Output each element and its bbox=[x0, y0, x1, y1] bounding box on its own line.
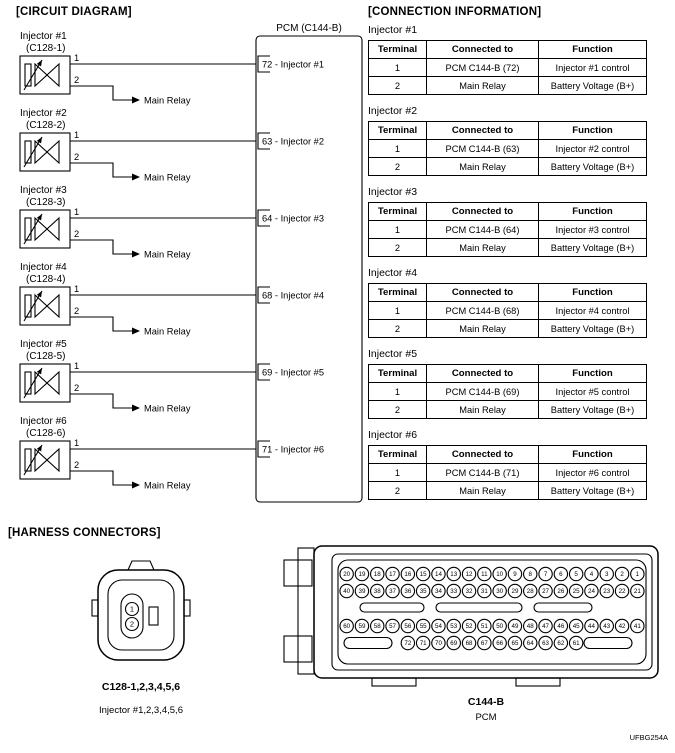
c144-pin-number: 69 bbox=[450, 640, 458, 648]
terminal-2-label: 2 bbox=[74, 75, 80, 85]
section-title: Injector #1 bbox=[368, 24, 418, 36]
wire-terminal-2 bbox=[70, 394, 132, 408]
injector-circuit-4 bbox=[20, 262, 324, 337]
c144-pin-number: 68 bbox=[465, 640, 473, 648]
cell-terminal: 1 bbox=[369, 59, 427, 77]
connection-table bbox=[368, 40, 647, 95]
col-header-function: Function bbox=[539, 446, 647, 464]
circuit-diagram bbox=[8, 20, 363, 520]
cell-function: Injector #6 control bbox=[539, 464, 647, 482]
injector-name: Injector #5 bbox=[20, 339, 67, 350]
injector-connector: (C128-5) bbox=[26, 351, 66, 362]
c144-pin-number: 52 bbox=[465, 623, 473, 631]
table-row bbox=[369, 383, 647, 401]
c144-pin-number: 29 bbox=[511, 588, 519, 596]
c144-pin-number: 32 bbox=[465, 588, 473, 596]
terminal-1-label: 1 bbox=[74, 53, 80, 63]
c144-pin-number: 12 bbox=[465, 571, 473, 579]
main-relay-arrowhead bbox=[132, 328, 140, 335]
connection-section-injector-3 bbox=[368, 186, 646, 267]
table-header-row bbox=[369, 41, 647, 59]
injector-circuit-6 bbox=[20, 416, 324, 491]
cell-function: Battery Voltage (B+) bbox=[539, 401, 647, 419]
injector-connector: (C128-6) bbox=[26, 428, 66, 439]
c144-pin-number: 26 bbox=[557, 588, 565, 596]
col-header-connected-to: Connected to bbox=[427, 446, 539, 464]
c128-notch-right bbox=[184, 600, 190, 616]
col-header-terminal: Terminal bbox=[369, 446, 427, 464]
c144-foot bbox=[516, 678, 560, 686]
pcm-box bbox=[256, 36, 362, 502]
c128-pin-1-number: 1 bbox=[129, 604, 135, 614]
col-header-connected-to: Connected to bbox=[427, 365, 539, 383]
section-title: Injector #6 bbox=[368, 429, 418, 441]
c144-pin-number: 39 bbox=[358, 588, 366, 596]
c144-pin-number: 61 bbox=[572, 640, 580, 648]
c144-pin-number: 14 bbox=[435, 571, 442, 579]
c144-blade-slot bbox=[344, 638, 392, 649]
injector-circuit-1 bbox=[20, 31, 324, 106]
table-row bbox=[369, 320, 647, 338]
pcm-pin-label: 72 - Injector #1 bbox=[262, 59, 325, 70]
cell-terminal: 2 bbox=[369, 239, 427, 257]
table-row bbox=[369, 239, 647, 257]
connection-information-heading: [CONNECTION INFORMATION] bbox=[368, 6, 542, 18]
c144-pin-number: 7 bbox=[543, 571, 548, 579]
table-header-row bbox=[369, 365, 647, 383]
c144-pin-number: 22 bbox=[618, 588, 626, 596]
terminal-2-label: 2 bbox=[74, 306, 80, 316]
c144-pin-number: 46 bbox=[557, 623, 565, 631]
terminal-2-label: 2 bbox=[74, 152, 80, 162]
wire-terminal-2 bbox=[70, 317, 132, 331]
c144-pin-number: 9 bbox=[513, 571, 517, 579]
c144-pin-number: 6 bbox=[559, 571, 563, 579]
c144-pin-number: 25 bbox=[572, 588, 580, 596]
terminal-1-label: 1 bbox=[74, 361, 80, 371]
terminal-2-label: 2 bbox=[74, 383, 80, 393]
injector-connector: (C128-1) bbox=[26, 43, 66, 54]
c144-pin-number: 72 bbox=[404, 640, 412, 648]
c144-key-slot bbox=[534, 603, 592, 612]
c144-pin-number: 71 bbox=[419, 640, 427, 648]
c144-pin-number: 62 bbox=[557, 640, 565, 648]
cell-connected-to: PCM C144-B (64) bbox=[427, 221, 539, 239]
col-header-terminal: Terminal bbox=[369, 203, 427, 221]
c144-pin-number: 23 bbox=[603, 588, 611, 596]
cell-terminal: 1 bbox=[369, 140, 427, 158]
injector-symbol bbox=[24, 445, 59, 475]
c144-pin-number: 40 bbox=[343, 588, 351, 596]
table-row bbox=[369, 401, 647, 419]
col-header-function: Function bbox=[539, 203, 647, 221]
c128-connector-label: C128-1,2,3,4,5,6 bbox=[101, 681, 181, 693]
c144-connector-sublabel: PCM bbox=[475, 712, 497, 723]
cell-function: Battery Voltage (B+) bbox=[539, 239, 647, 257]
terminal-2-label: 2 bbox=[74, 460, 80, 470]
table-row bbox=[369, 482, 647, 500]
c144-pin-number: 67 bbox=[480, 640, 488, 648]
col-header-connected-to: Connected to bbox=[427, 122, 539, 140]
cell-connected-to: PCM C144-B (63) bbox=[427, 140, 539, 158]
injector-symbol bbox=[24, 214, 59, 244]
table-row bbox=[369, 221, 647, 239]
main-relay-label: Main Relay bbox=[144, 403, 191, 414]
c144-pin-number: 28 bbox=[526, 588, 534, 596]
cell-terminal: 2 bbox=[369, 77, 427, 95]
main-relay-label: Main Relay bbox=[144, 326, 191, 337]
cell-connected-to: PCM C144-B (69) bbox=[427, 383, 539, 401]
cell-function: Injector #4 control bbox=[539, 302, 647, 320]
injector-symbol bbox=[24, 368, 59, 398]
c144-pin-number: 60 bbox=[343, 623, 351, 631]
c144-pin-number: 45 bbox=[572, 623, 580, 631]
connection-section-injector-4 bbox=[368, 267, 646, 348]
c144-pin-number: 64 bbox=[526, 640, 534, 648]
c144-pin-number: 30 bbox=[496, 588, 504, 596]
injector-connector: (C128-2) bbox=[26, 120, 66, 131]
terminal-1-label: 1 bbox=[74, 438, 80, 448]
table-row bbox=[369, 140, 647, 158]
injector-name: Injector #6 bbox=[20, 416, 67, 427]
col-header-connected-to: Connected to bbox=[427, 203, 539, 221]
cell-function: Injector #3 control bbox=[539, 221, 647, 239]
c144-pin-number: 42 bbox=[618, 623, 626, 631]
col-header-terminal: Terminal bbox=[369, 122, 427, 140]
table-row bbox=[369, 302, 647, 320]
symbol-arrowhead bbox=[37, 60, 42, 66]
table-row bbox=[369, 59, 647, 77]
cell-function: Injector #1 control bbox=[539, 59, 647, 77]
section-title: Injector #2 bbox=[368, 105, 418, 117]
cell-connected-to: Main Relay bbox=[427, 401, 539, 419]
c128-top-tab bbox=[128, 561, 154, 570]
c128-pin-2-number: 2 bbox=[129, 619, 135, 629]
symbol-arrowhead bbox=[37, 291, 42, 297]
main-relay-label: Main Relay bbox=[144, 95, 191, 106]
c144-pin-number: 53 bbox=[450, 623, 458, 631]
connection-section-injector-1 bbox=[368, 24, 646, 105]
wire-terminal-2 bbox=[70, 163, 132, 177]
cell-function: Battery Voltage (B+) bbox=[539, 482, 647, 500]
c128-notch-left bbox=[92, 600, 98, 616]
main-relay-arrowhead bbox=[132, 482, 140, 489]
pcm-pin-label: 71 - Injector #6 bbox=[262, 444, 325, 455]
cell-terminal: 2 bbox=[369, 158, 427, 176]
cell-connected-to: PCM C144-B (71) bbox=[427, 464, 539, 482]
c144-pin-number: 57 bbox=[389, 623, 396, 631]
injector-symbol bbox=[24, 291, 59, 321]
injector-name: Injector #1 bbox=[20, 31, 67, 42]
cell-connected-to: PCM C144-B (72) bbox=[427, 59, 539, 77]
c144-pin-number: 35 bbox=[419, 588, 427, 596]
c144-pin-number: 21 bbox=[633, 588, 641, 596]
cell-terminal: 1 bbox=[369, 383, 427, 401]
cell-terminal: 1 bbox=[369, 464, 427, 482]
c128-inner-shell bbox=[108, 580, 174, 650]
main-relay-arrowhead bbox=[132, 174, 140, 181]
col-header-function: Function bbox=[539, 41, 647, 59]
c144-pin-number: 18 bbox=[373, 571, 381, 579]
connection-section-injector-2 bbox=[368, 105, 646, 186]
c144-pin-number: 38 bbox=[373, 588, 381, 596]
cell-terminal: 1 bbox=[369, 302, 427, 320]
cell-function: Battery Voltage (B+) bbox=[539, 320, 647, 338]
injector-symbol bbox=[24, 137, 59, 167]
injector-circuit-5 bbox=[20, 339, 324, 414]
c128-keyway bbox=[149, 607, 158, 625]
cell-terminal: 2 bbox=[369, 320, 427, 338]
terminal-1-label: 1 bbox=[74, 207, 80, 217]
terminal-1-label: 1 bbox=[74, 130, 80, 140]
c144-pin-number: 5 bbox=[574, 571, 578, 579]
c144-blade-slot bbox=[584, 638, 632, 649]
c144-connector-label: C144-B bbox=[467, 696, 505, 708]
c144-connector-drawing bbox=[276, 540, 672, 692]
wire-terminal-2 bbox=[70, 86, 132, 100]
table-row bbox=[369, 77, 647, 95]
c144-pin-number: 24 bbox=[588, 588, 595, 596]
pcm-pin-label: 64 - Injector #3 bbox=[262, 213, 325, 224]
col-header-terminal: Terminal bbox=[369, 41, 427, 59]
c144-foot bbox=[372, 678, 416, 686]
c144-pin-number: 50 bbox=[496, 623, 504, 631]
connection-section-injector-5 bbox=[368, 348, 646, 429]
symbol-arrowhead bbox=[37, 137, 42, 143]
c144-pin-number: 19 bbox=[358, 571, 366, 579]
pcm-pin-label: 68 - Injector #4 bbox=[262, 290, 325, 301]
section-title: Injector #3 bbox=[368, 186, 418, 198]
c144-pin-number: 3 bbox=[605, 571, 609, 579]
connection-table bbox=[368, 445, 647, 500]
c144-pin-number: 16 bbox=[404, 571, 412, 579]
cell-terminal: 1 bbox=[369, 221, 427, 239]
terminal-1-label: 1 bbox=[74, 284, 80, 294]
cell-connected-to: Main Relay bbox=[427, 77, 539, 95]
col-header-function: Function bbox=[539, 365, 647, 383]
main-relay-arrowhead bbox=[132, 251, 140, 258]
section-title: Injector #5 bbox=[368, 348, 418, 360]
c144-pin-number: 1 bbox=[635, 571, 640, 579]
col-header-terminal: Terminal bbox=[369, 365, 427, 383]
figure-reference-code: UFBG254A bbox=[629, 733, 668, 742]
symbol-arrowhead bbox=[37, 445, 42, 451]
cell-function: Battery Voltage (B+) bbox=[539, 77, 647, 95]
c144-pin-number: 31 bbox=[480, 588, 488, 596]
col-header-function: Function bbox=[539, 284, 647, 302]
c144-pin-number: 41 bbox=[633, 623, 641, 631]
connection-information-panel bbox=[368, 24, 646, 510]
cell-function: Injector #2 control bbox=[539, 140, 647, 158]
c144-pin-number: 33 bbox=[450, 588, 458, 596]
c144-pin-number: 37 bbox=[389, 588, 396, 596]
main-relay-label: Main Relay bbox=[144, 172, 191, 183]
c144-pin-number: 17 bbox=[389, 571, 396, 579]
c144-pin-number: 2 bbox=[620, 571, 624, 579]
wire-terminal-2 bbox=[70, 240, 132, 254]
c144-pin-number: 47 bbox=[542, 623, 549, 631]
injector-name: Injector #2 bbox=[20, 108, 67, 119]
main-relay-arrowhead bbox=[132, 405, 140, 412]
table-row bbox=[369, 158, 647, 176]
c144-key-slot bbox=[360, 603, 424, 612]
pcm-pin-label: 63 - Injector #2 bbox=[262, 136, 325, 147]
injector-connector: (C128-4) bbox=[26, 274, 66, 285]
c144-pin-number: 34 bbox=[435, 588, 442, 596]
c144-pin-number: 66 bbox=[496, 640, 504, 648]
cell-connected-to: Main Relay bbox=[427, 158, 539, 176]
connection-table bbox=[368, 121, 647, 176]
table-header-row bbox=[369, 284, 647, 302]
cell-function: Battery Voltage (B+) bbox=[539, 158, 647, 176]
symbol-arrowhead bbox=[37, 214, 42, 220]
c144-pin-number: 4 bbox=[589, 571, 594, 579]
cell-terminal: 2 bbox=[369, 482, 427, 500]
connection-table bbox=[368, 202, 647, 257]
section-title: Injector #4 bbox=[368, 267, 418, 279]
cell-terminal: 2 bbox=[369, 401, 427, 419]
cell-connected-to: Main Relay bbox=[427, 482, 539, 500]
c144-pin-number: 65 bbox=[511, 640, 519, 648]
c144-pin-number: 10 bbox=[496, 571, 504, 579]
c128-outer-shell bbox=[98, 570, 184, 660]
injector-symbol bbox=[24, 60, 59, 90]
table-row bbox=[369, 464, 647, 482]
col-header-connected-to: Connected to bbox=[427, 284, 539, 302]
cell-connected-to: Main Relay bbox=[427, 320, 539, 338]
c144-pin-number: 49 bbox=[511, 623, 519, 631]
pcm-pin-label: 69 - Injector #5 bbox=[262, 367, 325, 378]
col-header-terminal: Terminal bbox=[369, 284, 427, 302]
harness-connectors-heading: [HARNESS CONNECTORS] bbox=[8, 527, 161, 539]
cell-function: Injector #5 control bbox=[539, 383, 647, 401]
injector-circuit-3 bbox=[20, 185, 324, 260]
injector-connector: (C128-3) bbox=[26, 197, 66, 208]
pcm-box-label: PCM (C144-B) bbox=[276, 23, 342, 34]
cell-connected-to: Main Relay bbox=[427, 239, 539, 257]
injector-name: Injector #3 bbox=[20, 185, 67, 196]
c144-pin-number: 20 bbox=[343, 571, 351, 579]
cell-connected-to: PCM C144-B (68) bbox=[427, 302, 539, 320]
table-header-row bbox=[369, 203, 647, 221]
c128-connector-sublabel: Injector #1,2,3,4,5,6 bbox=[99, 705, 183, 716]
table-header-row bbox=[369, 122, 647, 140]
circuit-diagram-heading: [CIRCUIT DIAGRAM] bbox=[16, 6, 132, 18]
connection-table bbox=[368, 283, 647, 338]
col-header-function: Function bbox=[539, 122, 647, 140]
c144-pin-number: 58 bbox=[373, 623, 381, 631]
col-header-connected-to: Connected to bbox=[427, 41, 539, 59]
c144-pin-number: 59 bbox=[358, 623, 366, 631]
c144-pin-number: 63 bbox=[542, 640, 549, 648]
main-relay-label: Main Relay bbox=[144, 480, 191, 491]
injector-circuit-2 bbox=[20, 108, 324, 183]
table-header-row bbox=[369, 446, 647, 464]
c144-pin-number: 48 bbox=[526, 623, 534, 631]
c128-connector-drawing bbox=[86, 556, 196, 668]
main-relay-arrowhead bbox=[132, 97, 140, 104]
connection-table bbox=[368, 364, 647, 419]
terminal-2-label: 2 bbox=[74, 229, 80, 239]
c144-pin-number: 36 bbox=[404, 588, 412, 596]
main-relay-label: Main Relay bbox=[144, 249, 191, 260]
c144-key-slot bbox=[436, 603, 522, 612]
c144-pin-number: 8 bbox=[528, 571, 532, 579]
c144-pin-number: 54 bbox=[435, 623, 442, 631]
wire-terminal-2 bbox=[70, 471, 132, 485]
c144-pin-number: 11 bbox=[481, 571, 488, 579]
c144-pin-number: 70 bbox=[435, 640, 442, 648]
c144-pin-number: 43 bbox=[603, 623, 611, 631]
c144-pin-number: 56 bbox=[404, 623, 412, 631]
injector-name: Injector #4 bbox=[20, 262, 67, 273]
c144-pin-number: 27 bbox=[542, 588, 549, 596]
c144-pin-number: 44 bbox=[588, 623, 595, 631]
c144-pin-number: 55 bbox=[419, 623, 427, 631]
c144-pin-number: 13 bbox=[450, 571, 458, 579]
c144-pin-number: 15 bbox=[419, 571, 427, 579]
c144-pin-number: 51 bbox=[480, 623, 488, 631]
connection-section-injector-6 bbox=[368, 429, 646, 510]
symbol-arrowhead bbox=[37, 368, 42, 374]
